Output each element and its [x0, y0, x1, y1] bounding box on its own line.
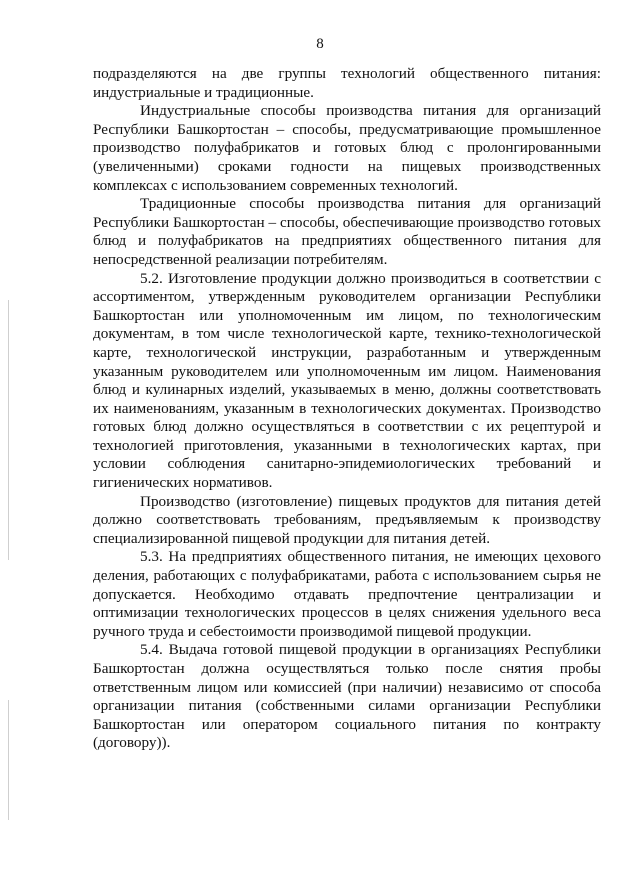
scan-edge-mark [8, 300, 9, 560]
page-number: 8 [316, 36, 324, 52]
paragraph: подразделяются на две группы технологий общественного питания: индустриальные и традиционные. [93, 65, 601, 101]
document-body [93, 65, 601, 753]
paragraph: 5.4. Выдача готовой пищевой продукции в организациях Республики Башкортостан должна осуществляться только после снятия пробы ответственным лицом или комиссией (при наличии) независимо от способа организации питания (собственными силами организации Республики Башкортостан или оператором социального питания по контракту (договору)). [93, 641, 601, 752]
paragraph: 5.2. Изготовление продукции должно производиться в соответствии с ассортиментом, утвержденным руководителем организации Республики Башкортостан или уполномоченным им лицом, по технологическим документам, в том числе технологической карте, технико-технологической карте, технологической инструкции, разработанным и утвержденным указанным руководителем или уполномоченным им лицом. Наименования блюд и кулинарных изделий, указываемых в меню, должны соответствовать их наименованиям, указанным в технологических документах. Производство готовых блюд должно осуществляться в соответствии с их рецептурой и технологией приготовления, указанными в технологических картах, при условии соблюдения санитарно-эпидемиологических требований и гигиенических нормативов. [93, 269, 601, 492]
paragraph: 5.3. На предприятиях общественного питания, не имеющих цехового деления, работающих с полуфабрикатами, работа с использованием сырья не допускается. Необходимо отдавать предпочтение централизации и оптимизации технологических процессов в целях снижения удельного веса ручного труда и себестоимости производимой пищевой продукции. [93, 548, 601, 640]
scan-edge-mark [8, 700, 9, 820]
paragraph: Индустриальные способы производства питания для организаций Республики Башкортостан – способы, предусматривающие промышленное производство полуфабрикатов и готовых блюд с пролонгированными (увеличенными) сроками годности на пищевых производственных комплексах с использованием современных технологий. [93, 102, 601, 194]
paragraph: Производство (изготовление) пищевых продуктов для питания детей должно соответствовать требованиям, предъявляемым к производству специализированной пищевой продукции для питания детей. [93, 492, 601, 547]
paragraph: Традиционные способы производства питания для организаций Республики Башкортостан – способы, обеспечивающие производство готовых блюд и полуфабрикатов на предприятиях общественного питания для непосредственной реализации потребителям. [93, 195, 601, 268]
